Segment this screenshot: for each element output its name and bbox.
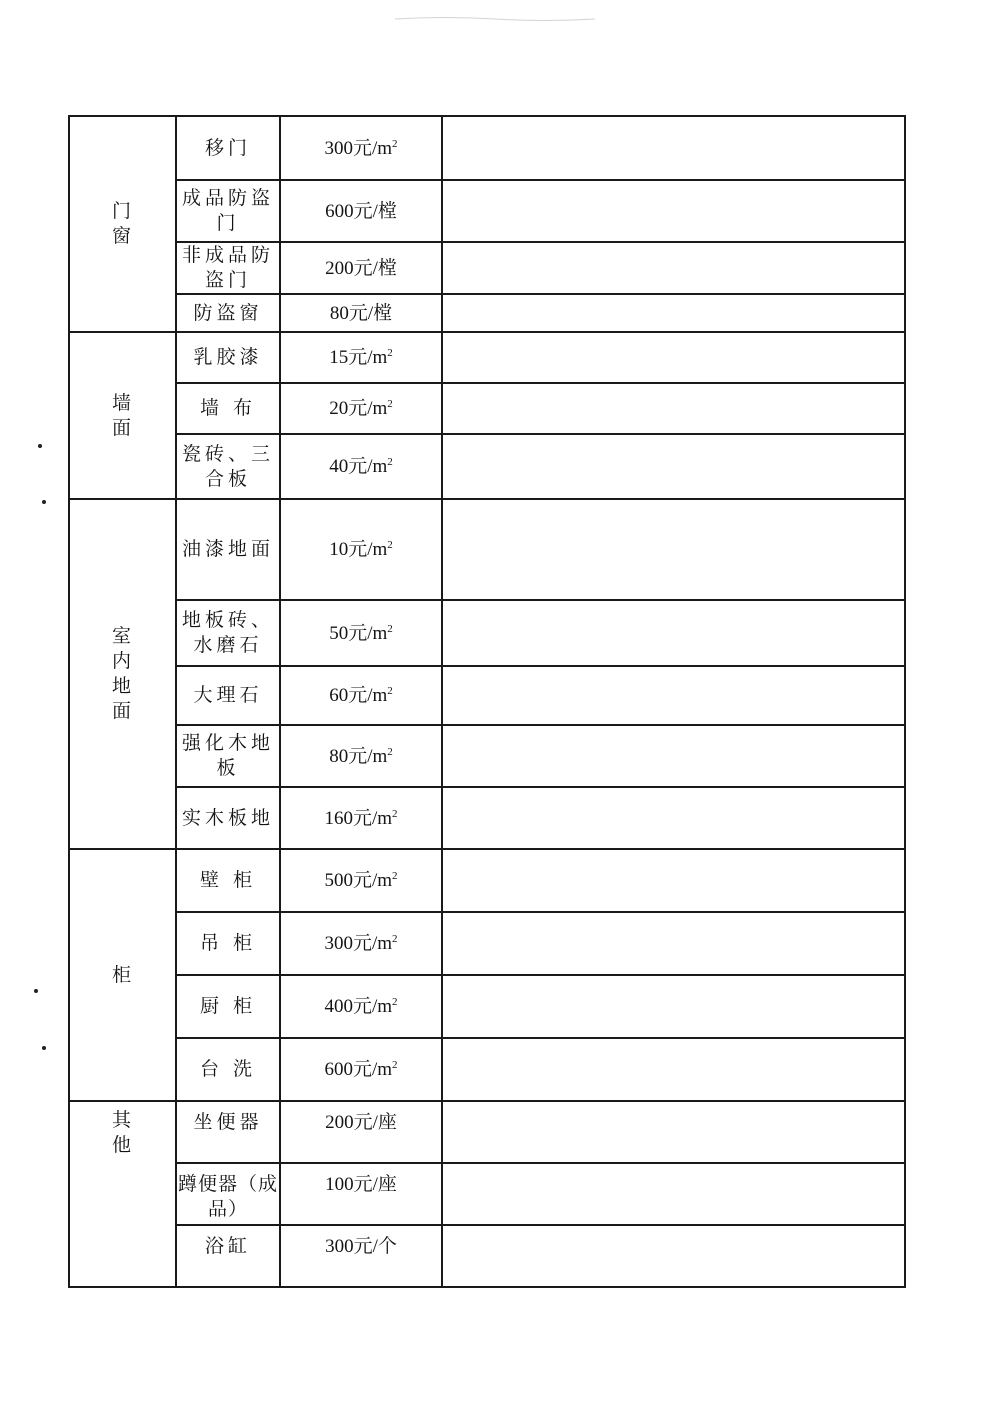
item-cell: 瓷砖、三合板 <box>176 434 280 499</box>
remark-cell <box>442 116 905 180</box>
remark-cell <box>442 180 905 242</box>
category-cell: 门窗 <box>69 116 176 332</box>
remark-cell <box>442 332 905 383</box>
remark-cell <box>442 666 905 725</box>
table-row <box>69 1038 905 1101</box>
table-row <box>69 383 905 434</box>
table-row <box>69 1163 905 1225</box>
item-cell: 地板砖、水磨石 <box>176 600 280 666</box>
table-row <box>69 912 905 975</box>
table-row <box>69 434 905 499</box>
item-cell: 成品防盗门 <box>176 180 280 242</box>
price-cell: 60元$/m^2$ <box>280 666 442 725</box>
remark-cell <box>442 849 905 912</box>
price-cell: 200元/座 <box>280 1101 442 1163</box>
category-cell: 室内地面 <box>69 499 176 849</box>
item-cell: 台 洗 <box>176 1038 280 1101</box>
price-cell: 80元$/m^2$ <box>280 725 442 787</box>
item-cell: 大理石 <box>176 666 280 725</box>
price-cell: 400元$/m^2$ <box>280 975 442 1038</box>
item-cell: 浴缸 <box>176 1225 280 1287</box>
item-cell: 厨 柜 <box>176 975 280 1038</box>
remark-cell <box>442 975 905 1038</box>
item-cell: 坐便器 <box>176 1101 280 1163</box>
table-row <box>69 180 905 242</box>
item-cell: 防盗窗 <box>176 294 280 332</box>
table-row <box>69 1225 905 1287</box>
scan-speck <box>42 500 46 504</box>
remark-cell <box>442 1038 905 1101</box>
price-cell: 300元$/m^2$ <box>280 912 442 975</box>
price-cell: 600元/樘 <box>280 180 442 242</box>
remark-cell <box>442 434 905 499</box>
category-cell: 柜 <box>69 849 176 1101</box>
remark-cell <box>442 1101 905 1163</box>
compensation-price-table <box>68 115 906 1288</box>
scan-artifact <box>395 9 595 19</box>
item-cell: 墙 布 <box>176 383 280 434</box>
price-cell: 50元$/m^2$ <box>280 600 442 666</box>
table-row <box>69 787 905 849</box>
price-cell: 600元$/m^2$ <box>280 1038 442 1101</box>
item-cell: 非成品防盗门 <box>176 242 280 294</box>
item-cell: 吊 柜 <box>176 912 280 975</box>
price-cell: 20元$/m^2$ <box>280 383 442 434</box>
item-cell: 壁 柜 <box>176 849 280 912</box>
table-row <box>69 1101 905 1163</box>
remark-cell <box>442 725 905 787</box>
item-cell: 移门 <box>176 116 280 180</box>
category-cell: 其他 <box>69 1101 176 1287</box>
price-cell: 160元$/m^2$ <box>280 787 442 849</box>
item-cell: 实木板地 <box>176 787 280 849</box>
table-row <box>69 294 905 332</box>
item-cell: 乳胶漆 <box>176 332 280 383</box>
table-row <box>69 242 905 294</box>
price-cell: 80元/樘 <box>280 294 442 332</box>
remark-cell <box>442 383 905 434</box>
table-row <box>69 666 905 725</box>
item-cell: 油漆地面 <box>176 499 280 600</box>
table-row <box>69 499 905 600</box>
remark-cell <box>442 294 905 332</box>
price-cell: 200元/樘 <box>280 242 442 294</box>
table-row <box>69 116 905 180</box>
scan-speck <box>38 444 42 448</box>
item-cell: 蹲便器（成品） <box>176 1163 280 1225</box>
table-row <box>69 725 905 787</box>
table-row <box>69 600 905 666</box>
price-cell: 40元$/m^2$ <box>280 434 442 499</box>
remark-cell <box>442 1225 905 1287</box>
remark-cell <box>442 912 905 975</box>
price-cell: 10元$/m^2$ <box>280 499 442 600</box>
table-row <box>69 975 905 1038</box>
remark-cell <box>442 499 905 600</box>
remark-cell <box>442 1163 905 1225</box>
scan-speck <box>42 1046 46 1050</box>
price-cell: 500元$/m^2$ <box>280 849 442 912</box>
item-cell: 强化木地板 <box>176 725 280 787</box>
price-cell: 100元/座 <box>280 1163 442 1225</box>
price-cell: 300元$/m^2$ <box>280 116 442 180</box>
table-row <box>69 332 905 383</box>
table-row <box>69 849 905 912</box>
remark-cell <box>442 242 905 294</box>
category-cell: 墙面 <box>69 332 176 499</box>
scan-speck <box>34 989 38 993</box>
price-cell: 15元$/m^2$ <box>280 332 442 383</box>
remark-cell <box>442 600 905 666</box>
remark-cell <box>442 787 905 849</box>
price-cell: 300元/个 <box>280 1225 442 1287</box>
